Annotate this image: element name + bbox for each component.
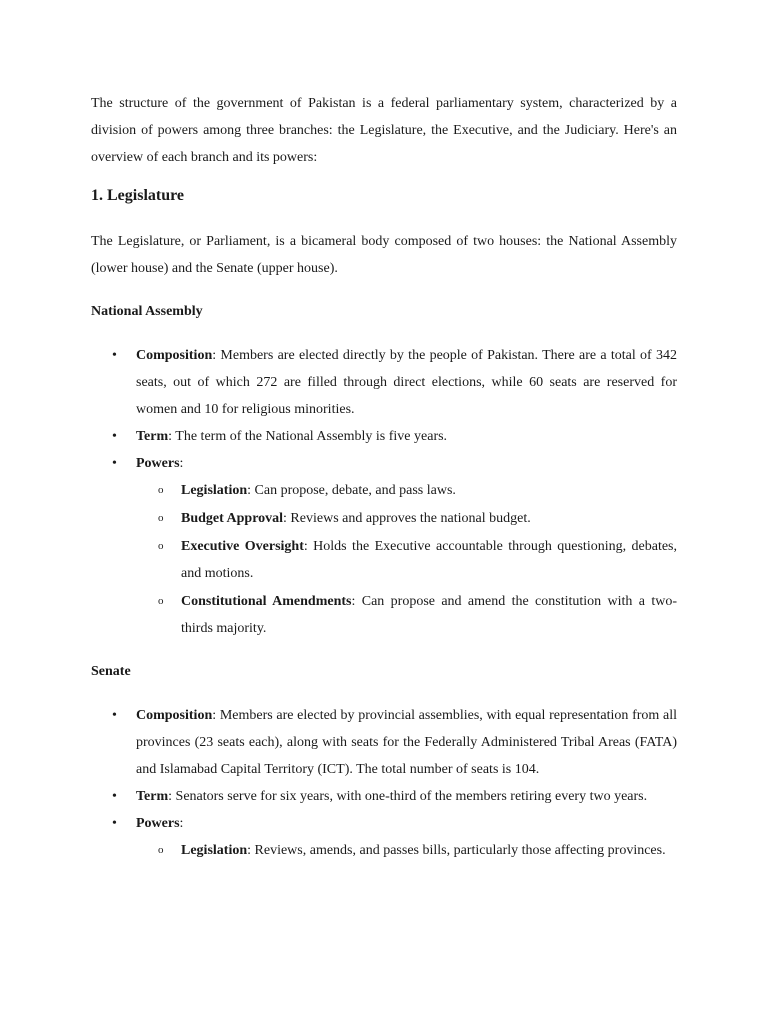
list-item — [181, 533, 677, 587]
list-item — [136, 423, 677, 450]
power-text: : Holds the Executive accountable through questioning, debates, and motions. — [181, 539, 678, 581]
legislature-heading: 1. Legislature — [91, 187, 185, 204]
list-item — [181, 477, 677, 504]
composition-label: Composition — [136, 708, 213, 723]
power-label: Budget Approval — [181, 511, 284, 526]
list-item — [136, 810, 677, 864]
term-text: : The term of the National Assembly is five years. — [168, 429, 448, 444]
composition-text: : Members are elected by provincial assemblies, with equal representation from all provinces (23 seats each), along with seats for the Federally Administered Tribal Areas (FATA) and Islamabad Capital Territory (ICT). The total number of seats is 104. — [136, 708, 677, 777]
power-text: : Can propose and amend the constitution with a two-thirds majority. — [181, 594, 677, 636]
composition-text: : Members are elected directly by the people of Pakistan. There are a total of 342 seats, out of which 272 are filled through direct elections, while 60 seats are reserved for women and 10 for religious minorities. — [136, 348, 677, 417]
national-assembly-heading: National Assembly — [91, 304, 203, 319]
list-item — [181, 588, 677, 642]
composition-label: Composition — [136, 348, 213, 363]
national-assembly-powers-list — [136, 477, 677, 642]
power-label: Executive Oversight — [181, 539, 304, 554]
powers-suffix: : — [179, 456, 184, 471]
power-text: : Reviews and approves the national budget. — [283, 511, 531, 526]
national-assembly-list — [91, 342, 677, 642]
power-label: Legislation — [181, 483, 248, 498]
list-item — [136, 783, 677, 810]
term-label: Term — [136, 789, 169, 804]
powers-suffix: : — [179, 816, 184, 831]
list-item — [181, 837, 677, 864]
list-item — [181, 505, 677, 532]
powers-label: Powers — [136, 816, 180, 831]
power-text: : Reviews, amends, and passes bills, particularly those affecting provinces. — [247, 843, 666, 858]
legislature-description: The Legislature, or Parliament, is a bicameral body composed of two houses: the National Assembly (lower house) and the Senate (upper house). — [91, 234, 677, 276]
powers-label: Powers — [136, 456, 180, 471]
power-label: Constitutional Amendments — [181, 594, 352, 609]
power-text: : Can propose, debate, and pass laws. — [247, 483, 456, 498]
term-label: Term — [136, 429, 169, 444]
list-item — [136, 702, 677, 783]
power-label: Legislation — [181, 843, 248, 858]
senate-list — [91, 702, 677, 864]
term-text: : Senators serve for six years, with one-third of the members retiring every two years. — [168, 789, 648, 804]
senate-heading: Senate — [91, 664, 131, 679]
list-item — [136, 342, 677, 423]
intro-paragraph: The structure of the government of Pakistan is a federal parliamentary system, characterized by a division of powers among three branches: the Legislature, the Executive, and the Judiciary. Here's an overview of each branch and its powers: — [91, 96, 677, 165]
list-item — [136, 450, 677, 642]
senate-powers-list — [136, 837, 677, 864]
